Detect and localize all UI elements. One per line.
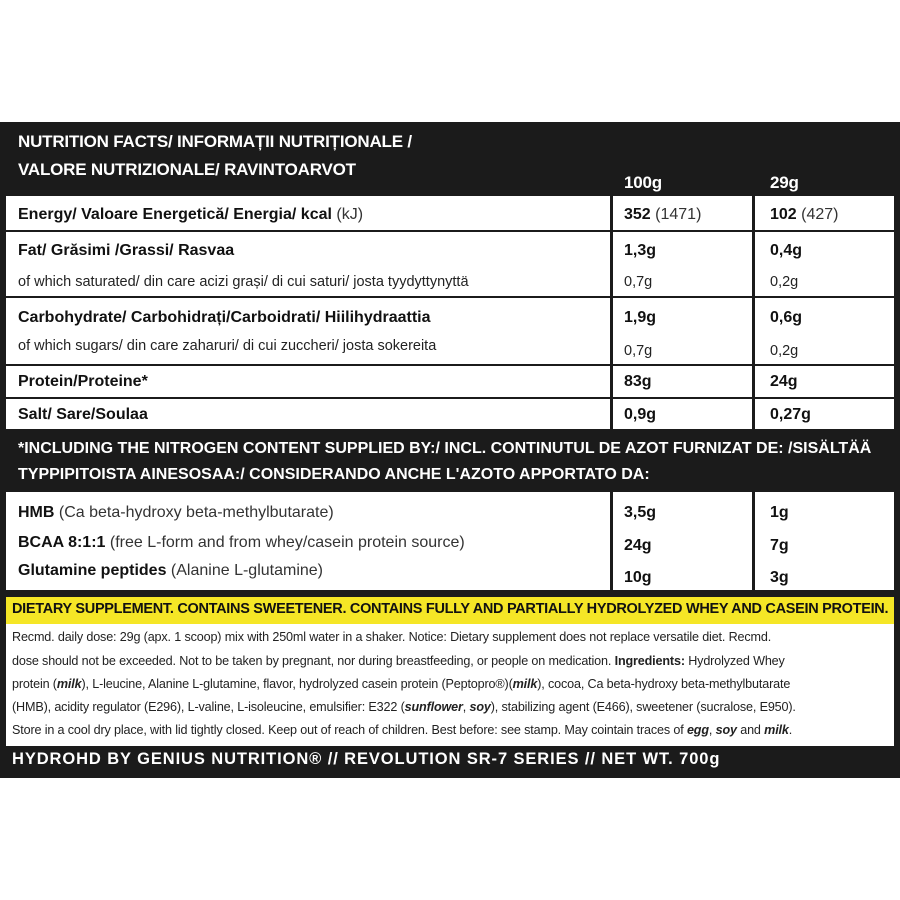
- bcaa-label: BCAA 8:1:1: [18, 534, 106, 551]
- info-line-2: dose should not be exceeded. Not to be taken by pregnant, nor during breastfeeding, or people on medication. Ingredients: Hydrolyzed Whey: [12, 654, 785, 668]
- product-footer: HYDROHD BY GENIUS NUTRITION® // REVOLUTION SR-7 SERIES // NET WT. 700g: [12, 750, 721, 768]
- hmb-29g: 1g: [770, 504, 789, 521]
- sugars-label: of which sugars/ din care zaharuri/ di cui zuccheri/ josta sokereita: [18, 338, 437, 354]
- hmb-row: [18, 503, 334, 523]
- carbohydrate-100g: 1,9g: [624, 309, 657, 326]
- glutamine-100g: 10g: [624, 569, 652, 586]
- bcaa-29g: 7g: [770, 537, 789, 554]
- column-header-29g: 29g: [770, 173, 799, 192]
- info-line-3: protein (milk), L-leucine, Alanine L-glutamine, flavor, hydrolyzed casein protein (Peptopro®)(milk), cocoa, Ca beta-hydroxy beta-methylbutarate: [12, 677, 791, 691]
- bcaa-row: [18, 533, 465, 553]
- ingredients-heading: Ingredients:: [614, 654, 685, 668]
- row-divider: [6, 230, 894, 232]
- fat-29g: 0,4g: [770, 242, 803, 259]
- bcaa-detail: (free L-form and from whey/casein protein source): [109, 534, 465, 551]
- protein-label: Protein/Proteine*: [18, 373, 148, 390]
- glutamine-row: [18, 561, 323, 581]
- info-line-5: Store in a cool dry place, with lid tightly closed. Keep out of reach of children. Best before: see stamp. May cointain traces of egg, soy and milk.: [12, 723, 793, 737]
- sugars-29g: 0,2g: [770, 343, 799, 359]
- sugars-100g: 0,7g: [624, 343, 653, 359]
- salt-100g: 0,9g: [624, 406, 657, 423]
- dietary-supplement-text: DIETARY SUPPLEMENT. CONTAINS SWEETENER. CONTAINS FULLY AND PARTIALLY HYDROLYZED WHEY AND CASEIN PROTEIN.: [12, 601, 889, 617]
- bcaa-100g: 24g: [624, 537, 652, 554]
- energy-unit: (kJ): [336, 206, 364, 223]
- energy-row: [18, 205, 363, 225]
- glutamine-label: Glutamine peptides: [18, 562, 167, 579]
- fat-100g: 1,3g: [624, 242, 657, 259]
- energy-29g: 102 (427): [770, 206, 839, 223]
- hmb-100g: 3,5g: [624, 504, 657, 521]
- hmb-label: HMB: [18, 504, 55, 521]
- nitrogen-note-line-2: TYPPIPITOISTA AINESOSAA:/ CONSIDERANDO ANCHE L'AZOTO APPORTATO DA:: [18, 466, 650, 483]
- energy-100g: 352 (1471): [624, 206, 702, 223]
- saturated-100g: 0,7g: [624, 274, 653, 290]
- title-line-2: VALORE NUTRIZIONALE/ RAVINTOARVOT: [18, 160, 356, 179]
- saturated-label: of which saturated/ din care acizi grași/ di cui saturi/ josta tyydyttynyttä: [18, 274, 469, 290]
- row-divider: [6, 397, 894, 399]
- title-line-1: NUTRITION FACTS/ INFORMAȚII NUTRIȚIONALE /: [18, 132, 412, 151]
- carbohydrate-label: Carbohydrate/ Carbohidrați/Carboidrati/ Hiilihydraattia: [18, 309, 431, 326]
- protein-29g: 24g: [770, 373, 798, 390]
- column-divider: [752, 492, 755, 590]
- glutamine-detail: (Alanine L-glutamine): [170, 562, 323, 579]
- nitrogen-note-line-1: *INCLUDING THE NITROGEN CONTENT SUPPLIED BY:/ INCL. CONTINUTUL DE AZOT FURNIZAT DE: /SISÄLTÄÄ: [18, 440, 872, 457]
- protein-100g: 83g: [624, 373, 652, 390]
- salt-29g: 0,27g: [770, 406, 811, 423]
- carbohydrate-29g: 0,6g: [770, 309, 803, 326]
- column-divider: [610, 492, 613, 590]
- info-line-1: Recmd. daily dose: 29g (apx. 1 scoop) mix with 250ml water in a shaker. Notice: Dietary supplement does not replace versatile diet. Recmd.: [12, 630, 772, 644]
- salt-label: Salt/ Sare/Soulaa: [18, 406, 148, 423]
- energy-label: Energy/ Valoare Energetică/ Energia/ kcal: [18, 206, 332, 223]
- info-line-4: (HMB), acidity regulator (E296), L-valine, L-isoleucine, emulsifier: E322 (sunflower, soy), stabilizing agent (E466), sweetener (sucralose, E950).: [12, 700, 796, 714]
- row-divider: [6, 364, 894, 366]
- saturated-29g: 0,2g: [770, 274, 799, 290]
- row-divider: [6, 296, 894, 298]
- glutamine-29g: 3g: [770, 569, 789, 586]
- fat-label: Fat/ Grăsimi /Grassi/ Rasvaa: [18, 242, 235, 259]
- hmb-detail: (Ca beta-hydroxy beta-methylbutarate): [58, 504, 334, 521]
- column-header-100g: 100g: [624, 173, 662, 192]
